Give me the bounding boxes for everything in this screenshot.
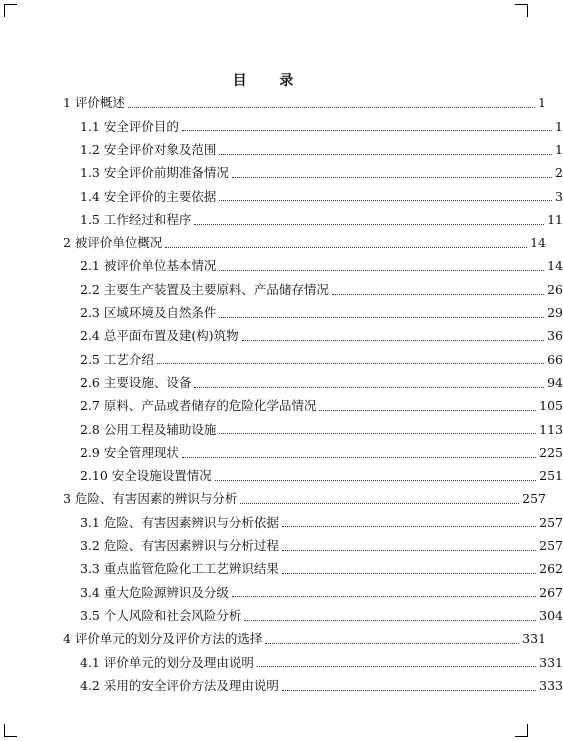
- toc-section-entry[interactable]: [0, 255, 563, 278]
- toc-page-number: 11: [547, 211, 563, 227]
- toc-page-number: 257: [522, 491, 546, 507]
- toc-page-number: 1: [538, 95, 546, 111]
- toc-section-entry[interactable]: [0, 325, 563, 348]
- toc-section-entry[interactable]: [0, 465, 563, 488]
- toc-section-entry[interactable]: [0, 139, 563, 162]
- toc-dot-leader: [282, 526, 536, 527]
- toc-page-number: 94: [547, 374, 563, 390]
- toc-dot-leader: [165, 247, 527, 248]
- crop-mark-bottom-left: [4, 724, 17, 737]
- toc-page-number: 66: [547, 351, 563, 367]
- toc-dot-leader: [232, 177, 552, 178]
- toc-section-entry[interactable]: [0, 581, 563, 604]
- toc-entry-label: 2.8 公用工程及辅助设施: [80, 421, 217, 437]
- toc-entry-label: 2.6 主要设施、设备: [80, 374, 192, 390]
- toc-page-number: 257: [539, 538, 563, 554]
- toc-chapter-entry[interactable]: [0, 628, 546, 651]
- toc-dot-leader: [157, 363, 544, 364]
- toc-page-number: 3: [555, 188, 563, 204]
- toc-entry-label: 3.5 个人风险和社会风险分析: [80, 607, 242, 623]
- crop-mark-top-left: [4, 4, 17, 17]
- toc-entry-label: 2.7 原料、产品或者储存的危险化学品情况: [80, 398, 317, 414]
- toc-entry-label: 2.10 安全设施设置情况: [80, 468, 212, 484]
- toc-entry-label: 2 被评价单位概况: [63, 235, 163, 251]
- toc-dot-leader: [282, 550, 536, 551]
- toc-page-number: 26: [547, 281, 563, 297]
- toc-entry-label: 1 评价概述: [63, 95, 125, 111]
- toc-dot-leader: [182, 130, 552, 131]
- toc-page-number: 331: [522, 631, 546, 647]
- crop-mark-bottom-right: [515, 724, 528, 737]
- toc-entry-label: 2.1 被评价单位基本情况: [80, 258, 217, 274]
- toc-chapter-entry[interactable]: [0, 232, 546, 255]
- toc-page-number: 2: [555, 165, 563, 181]
- toc-section-entry[interactable]: [0, 302, 563, 325]
- toc-dot-leader: [128, 107, 535, 108]
- toc-page-number: 333: [539, 677, 563, 693]
- toc-section-entry[interactable]: [0, 651, 563, 674]
- toc-chapter-entry[interactable]: [0, 488, 546, 511]
- toc-dot-leader: [219, 154, 552, 155]
- toc-entry-label: 4 评价单元的划分及评价方法的选择: [63, 631, 263, 647]
- toc-dot-leader: [240, 503, 519, 504]
- toc-page-number: 105: [539, 398, 563, 414]
- crop-mark-top-right: [515, 4, 528, 17]
- toc-title: 目 录: [232, 73, 308, 89]
- toc-section-entry[interactable]: [0, 395, 563, 418]
- toc-dot-leader: [215, 480, 536, 481]
- toc-dot-leader: [219, 270, 544, 271]
- toc-page-number: 14: [530, 235, 546, 251]
- toc-page-number: 251: [539, 468, 563, 484]
- toc-entry-label: 3.4 重大危险源辨识及分级: [80, 584, 229, 600]
- toc-entry-label: 2.5 工艺介绍: [80, 351, 154, 367]
- toc-section-entry[interactable]: [0, 278, 563, 301]
- toc-section-entry[interactable]: [0, 208, 563, 231]
- toc-entry-label: 1.3 安全评价前期准备情况: [80, 165, 229, 181]
- toc-entry-label: 1.5 工作经过和程序: [80, 211, 192, 227]
- toc-page-number: 113: [539, 421, 563, 437]
- toc-section-entry[interactable]: [0, 348, 563, 371]
- toc-dot-leader: [219, 200, 552, 201]
- toc-dot-leader: [182, 457, 536, 458]
- toc-dot-leader: [332, 294, 544, 295]
- toc-section-entry[interactable]: [0, 441, 563, 464]
- toc-entry-label: 3.3 重点监管危险化工工艺辨识结果: [80, 561, 279, 577]
- toc-section-entry[interactable]: [0, 535, 563, 558]
- toc-section-entry[interactable]: [0, 674, 563, 697]
- toc-dot-leader: [244, 620, 536, 621]
- toc-section-entry[interactable]: [0, 558, 563, 581]
- toc-section-entry[interactable]: [0, 605, 563, 628]
- toc-entry-label: 2.3 区域环境及自然条件: [80, 305, 217, 321]
- toc-page-number: 14: [547, 258, 563, 274]
- toc-entry-label: 2.2 主要生产装置及主要原料、产品储存情况: [80, 281, 329, 297]
- toc-page-number: 29: [547, 305, 563, 321]
- toc-dot-leader: [319, 410, 536, 411]
- toc-dot-leader: [232, 596, 536, 597]
- toc-page-number: 1: [555, 141, 563, 157]
- toc-entry-label: 3.1 危险、有害因素辨识与分析依据: [80, 514, 279, 530]
- toc-section-entry[interactable]: [0, 115, 563, 138]
- toc-section-entry[interactable]: [0, 511, 563, 534]
- toc-entry-label: 1.1 安全评价目的: [80, 118, 179, 134]
- toc-entry-label: 1.4 安全评价的主要依据: [80, 188, 217, 204]
- toc-entry-label: 4.2 采用的安全评价方法及理由说明: [80, 677, 279, 693]
- toc-page-number: 1: [555, 118, 563, 134]
- toc-dot-leader: [257, 666, 536, 667]
- table-of-contents: [0, 92, 563, 698]
- toc-dot-leader: [282, 690, 536, 691]
- toc-dot-leader: [194, 224, 544, 225]
- toc-chapter-entry[interactable]: [0, 92, 546, 115]
- toc-dot-leader: [219, 433, 536, 434]
- toc-dot-leader: [265, 643, 519, 644]
- toc-dot-leader: [242, 340, 544, 341]
- toc-section-entry[interactable]: [0, 372, 563, 395]
- toc-page-number: 36: [547, 328, 563, 344]
- toc-dot-leader: [219, 317, 544, 318]
- toc-section-entry[interactable]: [0, 162, 563, 185]
- toc-section-entry[interactable]: [0, 418, 563, 441]
- toc-page-number: 304: [539, 607, 563, 623]
- toc-dot-leader: [282, 573, 536, 574]
- toc-entry-label: 2.4 总平面布置及建(构)筑物: [80, 328, 239, 344]
- toc-entry-label: 2.9 安全管理现状: [80, 444, 179, 460]
- toc-page-number: 267: [539, 584, 563, 600]
- toc-entry-label: 3 危险、有害因素的辨识与分析: [63, 491, 238, 507]
- toc-page-number: 262: [539, 561, 563, 577]
- toc-entry-label: 4.1 评价单元的划分及理由说明: [80, 654, 254, 670]
- toc-page-number: 225: [539, 444, 563, 460]
- toc-page-number: 331: [539, 654, 563, 670]
- toc-entry-label: 3.2 危险、有害因素辨识与分析过程: [80, 538, 279, 554]
- toc-section-entry[interactable]: [0, 185, 563, 208]
- toc-page-number: 257: [539, 514, 563, 530]
- toc-entry-label: 1.2 安全评价对象及范围: [80, 141, 217, 157]
- toc-dot-leader: [194, 387, 544, 388]
